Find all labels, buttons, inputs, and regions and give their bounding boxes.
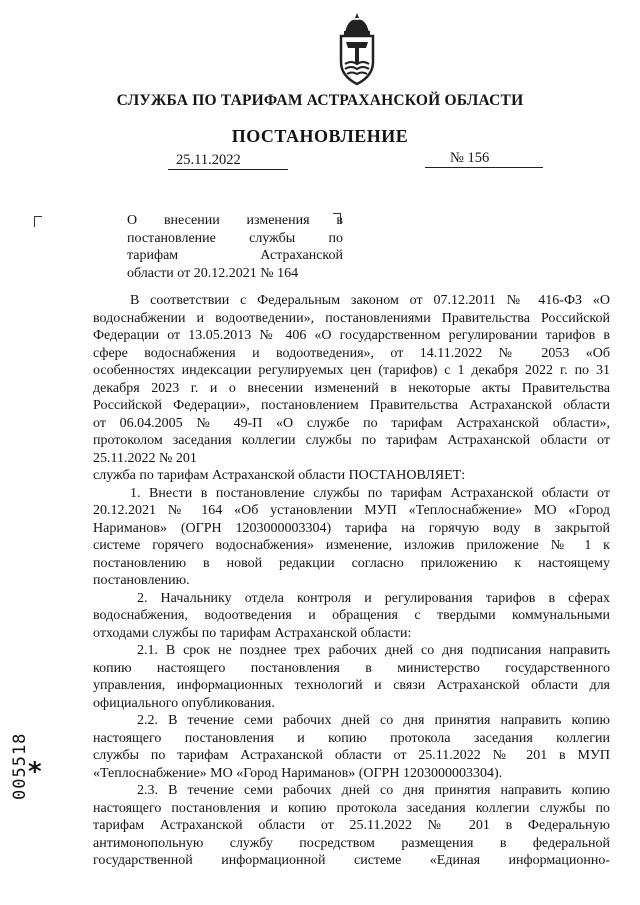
body-line: Российской Федерации», постановлением Правительства Астраханской области: [93, 398, 610, 413]
subject-line: постановление службы по: [127, 230, 343, 246]
body-line: отходами службы по тарифам Астраханской области:: [93, 625, 412, 641]
body-line: «Теплоснабжение» МО «Город Нариманов» (ОГРН 1203000003304).: [93, 765, 503, 781]
document-subject: [127, 212, 343, 282]
document-number: № 156: [450, 150, 490, 166]
body-line: протоколом заседания коллегии службы по тарифам Астраханской области от: [93, 433, 610, 448]
document-type: ПОСТАНОВЛЕНИЕ: [231, 126, 409, 146]
body-line: постановлению.: [93, 573, 190, 588]
subject-line: области от 20.12.2021 № 164: [127, 265, 299, 281]
margin-asterisk: *: [28, 757, 42, 787]
body-line: антимонопольную службу посредством размещения в федеральной: [93, 835, 610, 851]
body-line: В соответствии с Федеральным законом от 07.12.2011 № 416-ФЗ «О: [130, 293, 610, 308]
coat-of-arms-icon: [333, 12, 381, 88]
body-line: службa по тарифам Астраханской области ПОСТАНОВЛЯЕТ:: [93, 468, 466, 483]
body-line: 20.12.2021 № 164 «Об установлении МУП «Теплоснабжение» МО «Город: [93, 503, 610, 518]
document-body: [93, 292, 610, 870]
body-line: 2.3. В течение семи рабочих дней со дня принятия направить копию: [137, 783, 610, 798]
body-line: 1. Внести в постановление службы по тарифам Астраханской области от: [130, 485, 610, 501]
body-line: настоящего постановления и копию протокола заседания коллегии службы по: [93, 800, 610, 816]
body-line: официального опубликования.: [93, 695, 275, 711]
body-line: 2.1. В срок не позднее трех рабочих дней со дня подписания направить: [137, 643, 610, 658]
body-line: постановлению в новой редакции согласно приложению к настоящему: [93, 555, 610, 571]
body-line: от 06.04.2005 № 49-П «О службе по тарифам Астраханской области»,: [93, 415, 610, 431]
body-line: водоснабжении и водоотведении», постановлениями Правительства Российской: [93, 310, 610, 326]
body-line: особенностях индексации регулируемых цен (тарифов) с 1 декабря 2022 г. по 31: [93, 363, 610, 378]
body-line: управления, информационных технологий и связи Астраханской области для: [93, 678, 610, 693]
body-line: государственной информационной системе «Единая информационно-: [93, 853, 610, 868]
body-line: 2.2. В течение семи рабочих дней со дня принятия направить копию: [137, 713, 610, 728]
body-line: тарифам Астраханской области от 25.11.2022 № 201 в Федеральную: [93, 818, 610, 833]
body-line: 2. Начальнику отдела контроля и регулирования тарифов в сферах: [137, 590, 610, 606]
body-line: Наримaнов» (ОГРН 1203000003304) тарифа на горячую воду в закрытой: [93, 520, 610, 536]
number-underline: [425, 167, 543, 168]
corner-mark: [34, 216, 42, 227]
organization-title: СЛУЖБА ПО ТАРИФАМ АСТРАХАНСКОЙ ОБЛАСТИ: [116, 92, 524, 109]
body-line: водоснабжения, водоотведения и обращения с твердыми коммунальными: [93, 608, 610, 623]
subject-line: О внесении изменения в: [127, 213, 343, 228]
body-line: системе горячего водоснабжения» изменение, изложив приложение № 1 к: [93, 538, 610, 553]
body-line: службы по тарифам Астраханской области от 25.11.2022 № 201 в МУП: [93, 748, 610, 763]
document-date: 25.11.2022: [176, 152, 241, 168]
body-line: копию настоящего постановления в министерство государственного: [93, 660, 610, 676]
body-line: Федерации от 13.05.2013 № 406 «О государственном регулировании тарифов в: [93, 328, 610, 343]
date-underline: [168, 169, 288, 170]
body-line: настоящего постановления и копию протокола заседания коллегии: [93, 730, 610, 746]
registration-stamp: 005518: [10, 732, 30, 800]
body-line: 25.11.2022 № 201: [93, 450, 197, 466]
body-line: сфере водоснабжения и водоотведения», от 14.11.2022 № 2053 «Об: [93, 345, 610, 361]
subject-line: тарифам Астраханской: [127, 248, 343, 263]
body-line: декабря 2023 г. и о внесении изменений в некоторые акты Правительства: [93, 380, 610, 396]
